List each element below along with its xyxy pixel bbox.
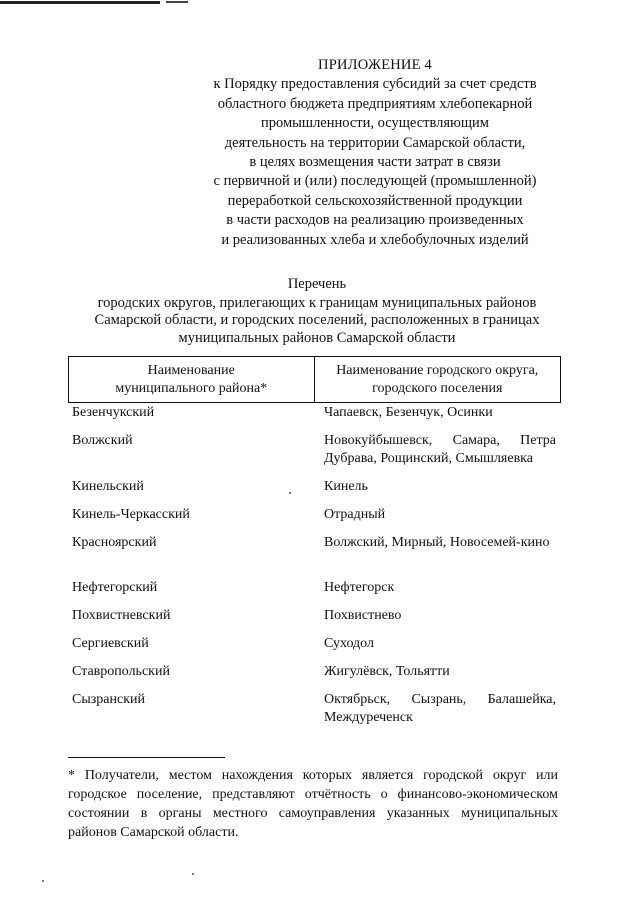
district-name: Сызранский bbox=[72, 692, 145, 707]
city-names: Кинель bbox=[324, 479, 368, 494]
district-name: Ставропольский bbox=[72, 664, 170, 679]
page-top-rule bbox=[0, 1, 160, 4]
city-names: Волжский, Мирный, Новосемей-кино bbox=[324, 535, 550, 550]
table-row bbox=[72, 534, 556, 579]
table-row bbox=[72, 404, 556, 432]
table-row bbox=[72, 478, 556, 506]
city-names: Жигулёвск, Тольятти bbox=[324, 664, 450, 679]
district-name: Нефтегорский bbox=[72, 580, 158, 595]
appendix-heading: ПРИЛОЖЕНИЕ 4 bbox=[318, 57, 432, 73]
city-names: Новокуйбышевск, Самара, Петра Дубрава, Рощинский, Смышляевка bbox=[324, 433, 556, 466]
footnote: * Получатели, местом нахождения которых является городской округ или городское поселение, представляют отчётность о финансово-экономическом состоянии в органы местного самоуправления указанных муниципальных районов Самарской области. bbox=[68, 768, 558, 840]
city-names: Октябрьск, Сызрань, Балашейка, Междуреченск bbox=[324, 692, 556, 725]
header-text: Наименование bbox=[147, 363, 235, 378]
table-row bbox=[72, 691, 556, 731]
district-name: Кинельский bbox=[72, 479, 144, 494]
table-header bbox=[68, 356, 561, 403]
table-row bbox=[72, 635, 556, 663]
header-cell-city bbox=[315, 357, 561, 402]
city-names: Отрадный bbox=[324, 507, 386, 522]
header-cell-district bbox=[69, 357, 315, 402]
district-name: Кинель-Черкасский bbox=[72, 507, 190, 522]
table-row bbox=[72, 607, 556, 635]
appendix-line: к Порядку предоставления субсидий за счет средств bbox=[213, 76, 537, 93]
appendix-line: в части расходов на реализацию произведенных bbox=[226, 212, 524, 229]
header-text: Наименование городского округа, bbox=[336, 363, 539, 378]
city-names: Суходол bbox=[324, 636, 374, 651]
page-top-rule-fragment bbox=[166, 1, 188, 3]
appendix-line: переработкой сельскохозяйственной продукции bbox=[227, 192, 523, 209]
appendix-line: и реализованных хлеба и хлебобулочных изделий bbox=[221, 231, 529, 248]
table-row bbox=[72, 506, 556, 534]
scan-speck bbox=[289, 492, 291, 494]
district-name: Похвистневский bbox=[72, 608, 171, 623]
header-text: городского поселения bbox=[372, 380, 503, 396]
city-names: Нефтегорск bbox=[324, 580, 395, 595]
appendix-line: областного бюджета предприятиям хлебопекарной bbox=[217, 95, 533, 112]
footnote-separator bbox=[68, 757, 225, 758]
title-heading: Перечень bbox=[287, 276, 347, 292]
title-line: Самарской области, и городских поселений, расположенных в границах bbox=[94, 312, 540, 329]
district-name: Сергиевский bbox=[72, 636, 149, 651]
appendix-line: деятельность на территории Самарской области, bbox=[224, 134, 526, 151]
table-row bbox=[72, 432, 556, 478]
appendix-line: в целях возмещения части затрат в связи bbox=[249, 154, 501, 171]
district-name: Красноярский bbox=[72, 535, 157, 550]
appendix-line: с первичной и (или) последующей (промышленной) bbox=[213, 173, 537, 190]
title-line: муниципальных районов Самарской области bbox=[178, 329, 456, 346]
city-names: Чапаевск, Безенчук, Осинки bbox=[324, 405, 493, 420]
appendix-block bbox=[195, 56, 555, 250]
document-title bbox=[40, 276, 594, 347]
appendix-line: промышленности, осуществляющим bbox=[261, 115, 489, 132]
table-body bbox=[72, 404, 556, 731]
district-name: Безенчукский bbox=[72, 405, 155, 420]
table-row bbox=[72, 663, 556, 691]
scan-speck bbox=[192, 873, 194, 875]
district-name: Волжский bbox=[72, 433, 133, 448]
header-text: муниципального района* bbox=[115, 380, 268, 396]
table-row bbox=[72, 579, 556, 607]
city-names: Похвистнево bbox=[324, 608, 402, 623]
scan-speck bbox=[42, 880, 44, 882]
title-line: городских округов, прилегающих к границам муниципальных районов bbox=[97, 294, 537, 311]
